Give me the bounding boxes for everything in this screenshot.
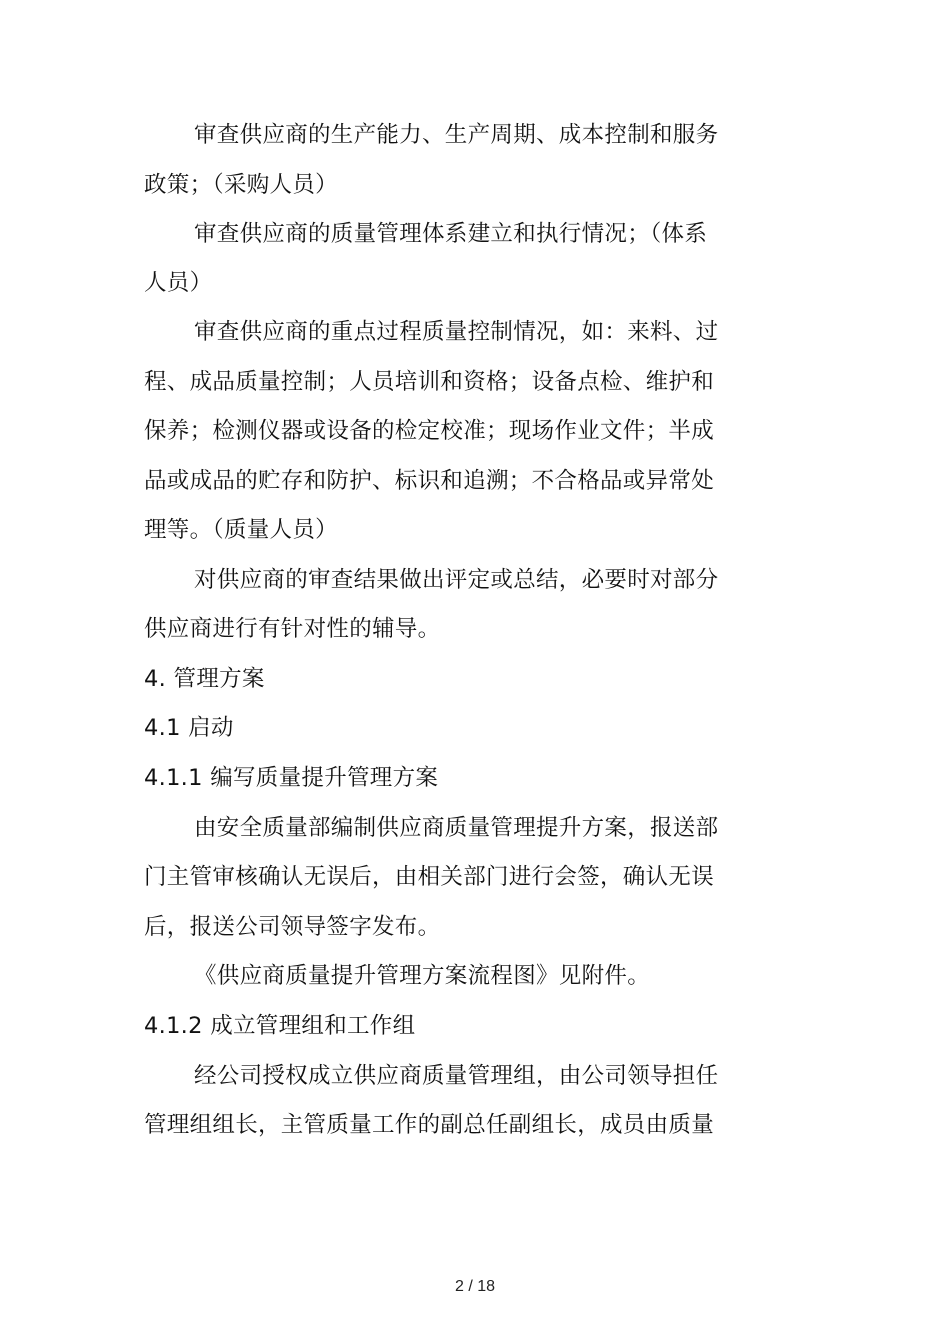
page-number: 2 / 18 bbox=[454, 1278, 496, 1295]
paragraph-line: 对供应商的审查结果做出评定或总结，必要时对部分 bbox=[194, 567, 719, 593]
paragraph-line: 审查供应商的生产能力、生产周期、成本控制和服务 bbox=[194, 122, 719, 148]
paragraph-line: 理等。（质量人员） bbox=[144, 517, 338, 543]
paragraph-line: 保养；检测仪器或设备的检定校准；现场作业文件；半成 bbox=[144, 418, 715, 444]
paragraph-line: 品或成品的贮存和防护、标识和追溯；不合格品或异常处 bbox=[144, 468, 715, 494]
paragraph-line: 程、成品质量控制；人员培训和资格；设备点检、维护和 bbox=[144, 369, 715, 395]
subsection-heading: 4.1 启动 bbox=[144, 715, 234, 741]
paragraph-line: 审查供应商的重点过程质量控制情况，如：来料、过 bbox=[194, 319, 719, 345]
paragraph-line: 政策；（采购人员） bbox=[144, 172, 338, 198]
paragraph-line: 门主管审核确认无误后，由相关部门进行会签，确认无误 bbox=[144, 864, 715, 890]
paragraph-line: 供应商进行有针对性的辅导。 bbox=[144, 616, 441, 642]
paragraph-line: 管理组组长，主管质量工作的副总任副组长，成员由质量 bbox=[144, 1112, 715, 1138]
paragraph-line: 经公司授权成立供应商质量管理组，由公司领导担任 bbox=[194, 1063, 719, 1089]
subsubsection-heading: 4.1.1 编写质量提升管理方案 bbox=[144, 765, 439, 791]
paragraph-line: 由安全质量部编制供应商质量管理提升方案，报送部 bbox=[194, 815, 719, 841]
paragraph-line: 《供应商质量提升管理方案流程图》见附件。 bbox=[194, 963, 651, 989]
paragraph-line: 后，报送公司领导签字发布。 bbox=[144, 914, 441, 940]
section-heading: 4. 管理方案 bbox=[144, 666, 265, 692]
paragraph-line: 人员） bbox=[144, 270, 213, 296]
paragraph-line: 审查供应商的质量管理体系建立和执行情况；（体系 bbox=[194, 221, 708, 247]
subsubsection-heading: 4.1.2 成立管理组和工作组 bbox=[144, 1013, 416, 1039]
